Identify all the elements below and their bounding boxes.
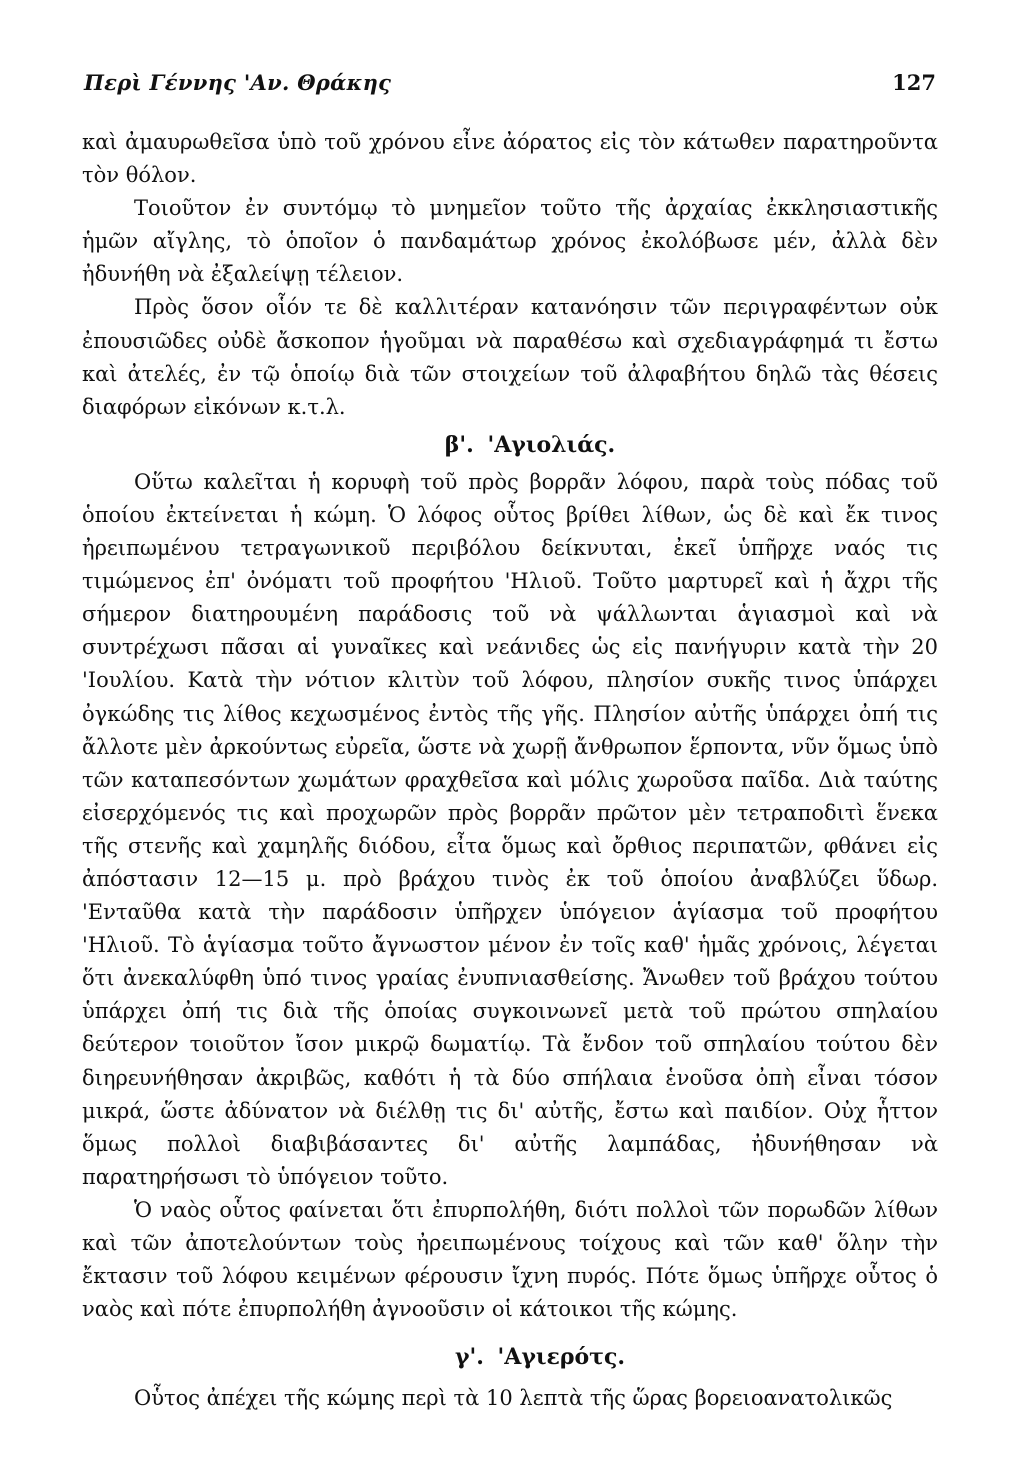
body-text xyxy=(82,126,938,1415)
section-heading-agiolias xyxy=(82,428,938,462)
paragraph: Ὁ ναὸς οὗτος φαίνεται ὅτι ἐπυρπολήθη, διότι πολλοὶ τῶν πορωδῶν λίθων καὶ τῶν ἀποτελούντων τοὺς ἠρειπωμένους τοίχους καὶ τῶν καθ' ὅλην τὴν ἔκτασιν τοῦ λόφου κειμένων φέρουσιν ἴχνη πυρός. Πότε ὅμως ὑπῆρχε οὗτος ὁ ναὸς καὶ πότε ἐπυρπολήθη ἀγνοοῦσιν οἱ κάτοικοι τῆς κώμης. xyxy=(82,1197,938,1322)
paragraph: Οὕτω καλεῖται ἡ κορυφὴ τοῦ πρὸς βορρᾶν λόφου, παρὰ τοὺς πόδας τοῦ ὁποίου ἐκτείνεται ἡ κώμη. Ὁ λόφος οὗτος βρίθει λίθων, ὡς δὲ καὶ ἔκ τινος ἠρειπωμένου τετραγωνικοῦ περιβόλου δείκνυται, ἐκεῖ ὑπῆρχε ναός τις τιμώμενος ἐπ' ὀνόματι τοῦ προφήτου 'Ηλιοῦ. Τοῦτο μαρτυρεῖ καὶ ἡ ἄχρι τῆς σήμερον διατηρουμένη παράδοσις τοῦ νὰ ψάλλωνται ἁγιασμοὶ καὶ νὰ συντρέχωσι πᾶσαι αἱ γυναῖκες καὶ νεάνιδες ὡς εἰς πανήγυριν κατὰ τὴν 20 'Ιουλίου. Κατὰ τὴν νότιον κλιτὺν τοῦ λόφου, πλησίον συκῆς τινος ὑπάρχει ὀγκώδης τις λίθος κεχωσμένος ἐντὸς τῆς γῆς. Πλησίον αὐτῆς ὑπάρχει ὀπή τις ἄλλοτε μὲν ἀρκούντως εὐρεῖα, ὥστε νὰ χωρῇ ἄνθρωπον ἕρποντα, νῦν ὅμως ὑπὸ τῶν καταπεσόντων χωμάτων φραχθεῖσα καὶ μόλις χωροῦσα παῖδα. Διὰ ταύτης εἰσερχόμενός τις καὶ προχωρῶν πρὸς βορρᾶν πρῶτον μὲν τετραποδιτὶ ἕνεκα τῆς στενῆς καὶ χαμηλῆς διόδου, εἶτα ὅμως καὶ ὄρθιος περιπατῶν, φθάνει εἰς ἀπόστασιν 12—15 μ. πρὸ βράχου τινὸς ἐκ τοῦ ὁποίου ἀναβλύζει ὕδωρ. 'Ενταῦθα κατὰ τὴν παράδοσιν ὑπῆρχεν ὑπόγειον ἁγίασμα τοῦ προφήτου 'Ηλιοῦ. Τὸ ἁγίασμα τοῦτο ἄγνωστον μένον ἐν τοῖς καθ' ἡμᾶς χρόνοις, λέγεται ὅτι ἀνεκαλύφθη ὑπό τινος γραίας ἐνυπνιασθείσης. Ἄνωθεν τοῦ βράχου τούτου ὑπάρχει ὀπή τις διὰ τῆς ὁποίας συγκοινωνεῖ μετὰ τοῦ πρώτου σπηλαίου δεύτερον τοιοῦτον ἴσον μικρῷ δωματίῳ. Τὰ ἔνδον τοῦ σπηλαίου τούτου δὲν διηρευνήθησαν ἀκριβῶς, καθότι ἡ τὰ δύο σπήλαια ἑνοῦσα ὀπὴ εἶναι τόσον μικρά, ὥστε ἀδύνατον νὰ διέλθῃ τις δι' αὐτῆς, ἔστω καὶ παιδίον. Οὐχ ἧττον ὅμως πολλοὶ διαβιβάσαντες δι' αὐτῆς λαμπάδας, ἠδυνήθησαν νὰ παρατηρήσωσι τὸ ὑπόγειον τοῦτο. xyxy=(82,469,938,1189)
running-header xyxy=(84,70,936,100)
page-number: 127 xyxy=(892,70,936,95)
paragraph: Τοιοῦτον ἐν συντόμῳ τὸ μνημεῖον τοῦτο τῆς ἀρχαίας ἐκκλησιαστικῆς ἡμῶν αἴγλης, τὸ ὁποῖον ὁ πανδαμάτωρ χρόνος ἐκολόβωσε μέν, ἀλλὰ δὲν ἠδυνήθη νὰ ἐξαλείψῃ τέλειον. xyxy=(82,196,938,287)
section-title: 'Αγιερότς. xyxy=(497,1344,626,1371)
section-number: β'. xyxy=(444,431,474,458)
section-title: 'Αγιολιάς. xyxy=(487,431,616,458)
paragraph: Πρὸς ὅσον οἷόν τε δὲ καλλιτέραν κατανόησιν τῶν περιγραφέντων οὐκ ἐπουσιῶδες οὐδὲ ἄσκοπον ἡγοῦμαι νὰ παραθέσω καὶ σχεδιαγράφημά τι ἔστω καὶ ἀτελές, ἐν τῷ ὁποίῳ διὰ τῶν στοιχείων τοῦ ἀλφαβήτου δηλῶ τὰς θέσεις διαφόρων εἰκόνων κ.τ.λ. xyxy=(82,295,938,419)
section-number: γ'. xyxy=(454,1344,484,1371)
paragraph-continuation: καὶ ἀμαυρωθεῖσα ὑπὸ τοῦ χρόνου εἶνε ἀόρατος εἰς τὸν κάτωθεν παρατηροῦντα τὸν θόλον. xyxy=(82,130,938,188)
paragraph: Οὗτος ἀπέχει τῆς κώμης περὶ τὰ 10 λεπτὰ τῆς ὥρας βορειοανατολικῶς xyxy=(134,1386,893,1411)
section-heading-agierots xyxy=(82,1340,938,1374)
running-title: Περὶ Γέννης 'Αν. Θράκης xyxy=(84,70,392,95)
